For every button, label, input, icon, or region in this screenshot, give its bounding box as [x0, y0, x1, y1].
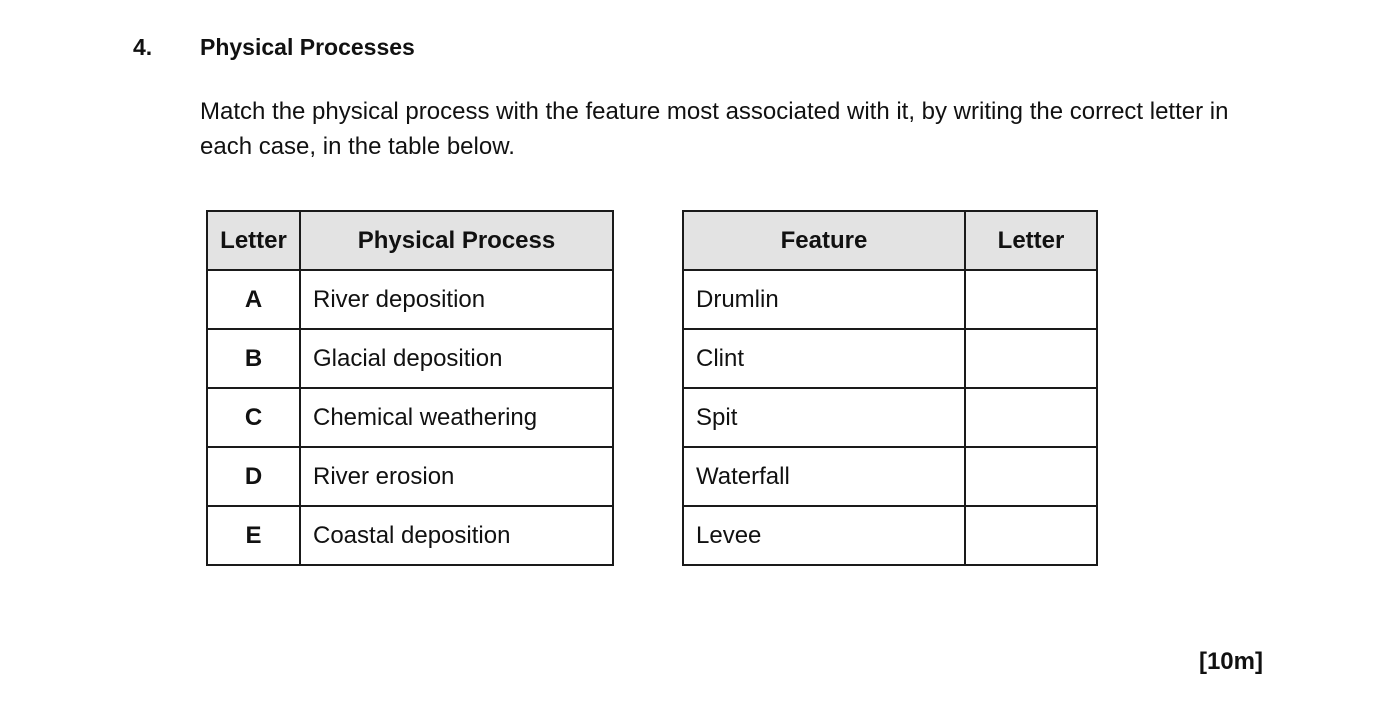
- question-instruction: Match the physical process with the feature most associated with it, by writing the correct letter in each case, in the table below.: [200, 98, 1229, 160]
- feature-name-cell: Levee: [683, 506, 965, 565]
- process-name-cell: River erosion: [300, 447, 613, 506]
- answer-letter-cell[interactable]: [965, 388, 1097, 447]
- feature-table-row: [683, 388, 1097, 447]
- process-name-cell: Glacial deposition: [300, 329, 613, 388]
- process-letter-cell: C: [207, 388, 300, 447]
- question-title: Physical Processes: [200, 34, 415, 60]
- process-name-cell: Coastal deposition: [300, 506, 613, 565]
- physical-process-column-header: Physical Process: [300, 211, 613, 270]
- feature-name-cell: Spit: [683, 388, 965, 447]
- process-letter-cell: D: [207, 447, 300, 506]
- answer-letter-cell[interactable]: [965, 506, 1097, 565]
- feature-table-row: [683, 270, 1097, 329]
- process-letter-cell: E: [207, 506, 300, 565]
- process-table-row: [207, 388, 613, 447]
- feature-table-row: [683, 447, 1097, 506]
- feature-table: [682, 210, 1098, 566]
- marks-label: [10m]: [1198, 648, 1263, 675]
- process-table-row: [207, 447, 613, 506]
- process-name-cell: River deposition: [300, 270, 613, 329]
- process-table-row: [207, 329, 613, 388]
- process-letter-cell: B: [207, 329, 300, 388]
- process-table-header-row: [207, 211, 613, 270]
- process-table-row: [207, 270, 613, 329]
- process-name-cell: Chemical weathering: [300, 388, 613, 447]
- answer-letter-column-header: Letter: [965, 211, 1097, 270]
- feature-column-header: Feature: [683, 211, 965, 270]
- feature-table-row: [683, 329, 1097, 388]
- process-letter-cell: A: [207, 270, 300, 329]
- process-table-row: [207, 506, 613, 565]
- feature-name-cell: Clint: [683, 329, 965, 388]
- answer-letter-cell[interactable]: [965, 329, 1097, 388]
- answer-letter-cell[interactable]: [965, 270, 1097, 329]
- question-number: 4.: [133, 34, 153, 60]
- feature-name-cell: Drumlin: [683, 270, 965, 329]
- letter-column-header: Letter: [207, 211, 300, 270]
- feature-table-header-row: [683, 211, 1097, 270]
- feature-table-row: [683, 506, 1097, 565]
- feature-name-cell: Waterfall: [683, 447, 965, 506]
- answer-letter-cell[interactable]: [965, 447, 1097, 506]
- process-table: [206, 210, 614, 566]
